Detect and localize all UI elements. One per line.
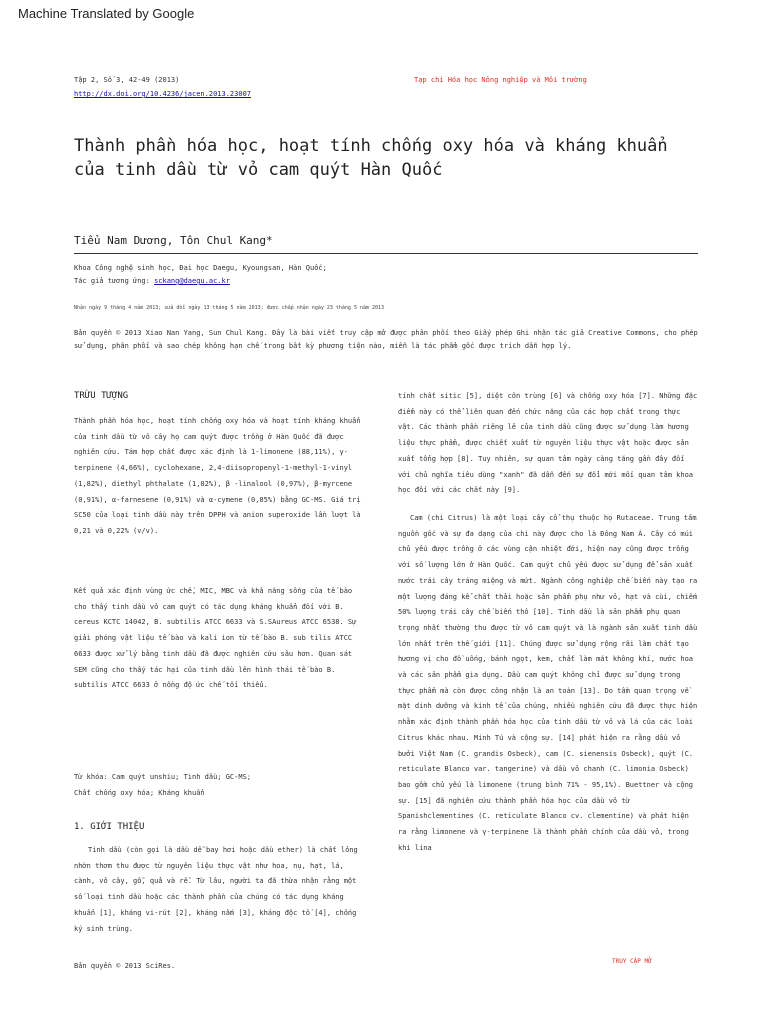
title-line-1: Thành phần hóa học, hoạt tính chống oxy hóa và kháng khuẩn xyxy=(74,136,668,156)
footer-copyright: Bản quyền © 2013 SciRes. xyxy=(74,962,176,970)
citation: Tập 2, Số 3, 42-49 (2013) xyxy=(74,76,180,84)
correspondence xyxy=(74,276,230,286)
affiliation: Khoa Công nghệ sinh học, Đại học Daegu, Kyoungsan, Hàn Quốc; xyxy=(74,264,327,272)
intro-paragraph-1: Tinh dầu (còn gọi là dầu dễ bay hơi hoặc dầu ether) là chất lỏng nhờn thơm thu được từ nguyên liệu thực vật như hoa, nụ, hạt, lá, cành, vỏ cây, gỗ, quả và rễ. Từ lâu, người ta đã thừa nhận rằng một số loại tinh dầu hoặc các thành phần của chúng có tác dụng kháng khuẩn [1], kháng vi-rút [2], kháng nấm [3], kháng độc tố [4], chống ký sinh trùng. xyxy=(74,846,358,933)
copyright-notice: Bản quyền © 2013 Xiao Nan Yang, Sun Chul Kang. Đây là bài viết truy cập mở được phân phối theo Giấy phép Ghi nhận tác giả Creative Commons, cho phép sử dụng, phân phối và sao chép không hạn chế trong bất kỳ phương tiện nào, miễn là tác phẩm gốc được trích dẫn hợp lý. xyxy=(74,329,698,350)
machine-translation-banner: Machine Translated by Google xyxy=(18,6,195,21)
keywords xyxy=(74,770,364,801)
journal-name: Tạp chí Hóa học Nông nghiệp và Môi trường xyxy=(414,76,587,84)
abstract-paragraph-2: Kết quả xác định vùng ức chế, MIC, MBC và khả năng sống của tế bào cho thấy tinh dầu vỏ cam quýt có tác dụng kháng khuẩn đối với B. cereus KCTC 14042, B. subtilis ATCC 6633 và S.SAureus ATCC 6538. Sự giải phóng vật liệu tế bào và kali ion từ tế bào B. sub tilis ATCC 6633 được xử lý bằng tinh dầu đã được nghiên cứu sâu hơn. Quan sát SEM cũng cho thấy tác hại của tinh dầu lên hình thái tế bào B. subtilis ATCC 6633 ở nồng độ ức chế tối thiểu. xyxy=(74,587,357,690)
abstract-heading: TRỪU TƯỢNG xyxy=(74,391,129,401)
title-line-2: của tinh dầu từ vỏ cam quýt Hàn Quốc xyxy=(74,160,443,180)
correspondence-label: Tác giả tương ứng: xyxy=(74,277,155,285)
open-access-label: TRUY CẬP MỞ xyxy=(612,958,652,965)
keywords-line-1: Từ khóa: Cam quýt unshiu; Tinh dầu; GC-MS; xyxy=(74,773,252,781)
intro-heading: 1. GIỚI THIỆU xyxy=(74,822,145,832)
intro-paragraph-3: Cam (chi Citrus) là một loại cây cổ thụ thuộc họ Rutaceae. Trung tâm nguồn gốc và sự đa dạng của chi này được cho là Đông Nam Á. Cây có múi chủ yếu được trồng ở các vùng cận nhiệt đới, hiện nay cũng được trồng với số lượng lớn ở Hàn Quốc. Cam quýt chủ yếu được sử dụng để sản xuất nước trái cây tráng miệng và mứt. Ngành công nghiệp chế biến này tạo ra một lượng đáng kể chất thải hoặc sản phẩm phụ như vỏ, hạt và cùi, chiếm 50% lượng trái cây chế biến thô [10]. Tinh dầu là sản phẩm phụ quan trọng nhất thường thu được từ vỏ cam quýt và là ngành sản xuất tinh dầu lớn nhất trên thế giới [11]. Chúng được sử dụng rộng rãi làm chất tạo hương vị cho đồ uống, bánh ngọt, kem, chất làm mát không khí, nước hoa và các sản phẩm gia dụng. Dầu cam quýt không chỉ được sử dụng trong thực phẩm mà còn được công nhận là an toàn [13]. Do tầm quan trọng về mặt dinh dưỡng và kinh tế của chúng, nhiều nghiên cứu đã được thực hiện nhằm xác định thành phần hóa học của tinh dầu từ vỏ và lá của các loài Citrus khác nhau. Minh Tú và cộng sự. [14] phát hiện ra rằng dầu vỏ bưởi Việt Nam (C. grandis Osbeck), cam (C. sienensis Osbeck), quýt (C. reticulate Blanco var. tangerine) và dầu vỏ chanh (C. limonia Osbeck) bao gồm chủ yếu là limonene (trung bình 71% - 95,1%). Buettner và cộng sự. [15] đã nghiên cứu thành phần hóa học của dầu vỏ từ Spanishclementines (C. reticulate Blanco cv. clementine) và phát hiện ra rằng limonene và γ-terpinene là thành phần chính của dầu vỏ, trong khi lina xyxy=(398,514,698,852)
author-rule xyxy=(74,253,698,254)
submission-dates: Nhận ngày 9 tháng 4 năm 2013; sửa đổi ngày 13 tháng 5 năm 2013; được chấp nhận ngày 23 tháng 5 năm 2013 xyxy=(74,305,385,311)
authors: Tiểu Nam Dương, Tôn Chul Kang* xyxy=(74,234,273,247)
abstract-paragraph-1: Thành phần hóa học, hoạt tính chống oxy hóa và hoạt tính kháng khuẩn của tinh dầu từ vỏ cây họ cam quýt được trồng ở Hàn Quốc đã được nghiên cứu. Tám hợp chất được xác định là 1-limonene (88,11%), γ-terpinene (4,66%), cyclohexane, 2,4-diisopropenyl-1-methyl-1-vinyl (1,82%), diethyl phthalate (1,02%), β -linalool (0,97%), β-myrcene (0,91%), α-farnesene (0,91%) và α-cymene (0,85%) bằng GC-MS. Giá trị SC50 của loại tinh dầu này trên DPPH và anion superoxide lần lượt là 0,21 và 0,22% (v/v). xyxy=(74,417,361,535)
intro-paragraph-2: tính chất sitic [5], diệt côn trùng [6] và chống oxy hóa [7]. Những đặc điểm này có thể liên quan đến chức năng của các hợp chất trong thực vật. Các thành phần riêng lẻ của tinh dầu cũng được sử dụng làm hương liệu thực phẩm, được chiết xuất từ nguyên liệu thực vật hoặc được sản xuất tổng hợp [8]. Tuy nhiên, sự quan tâm ngày càng tăng gần đây đối với chủ nghĩa tiêu dùng "xanh" đã dẫn đến sự đổi mới mối quan tâm khoa học đối với các chất này [9]. xyxy=(398,392,698,495)
paper-title xyxy=(74,134,714,182)
doi-link[interactable]: http://dx.doi.org/10.4236/jacen.2013.23007 xyxy=(74,90,252,98)
keywords-line-2: Chất chống oxy hóa; Kháng khuẩn xyxy=(74,788,205,797)
email-link[interactable]: sckang@daegu.ac.kr xyxy=(154,277,230,285)
